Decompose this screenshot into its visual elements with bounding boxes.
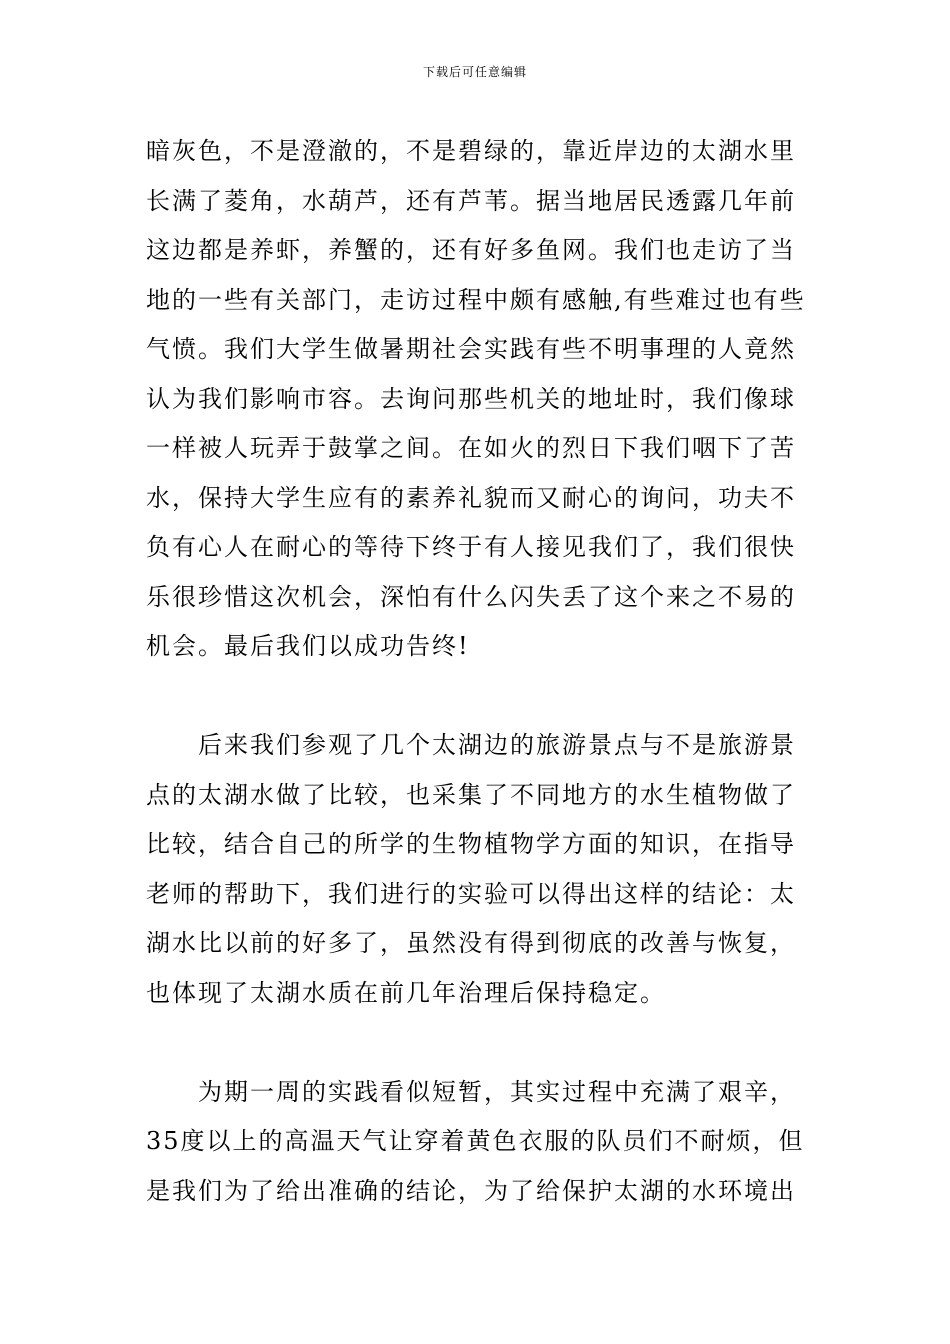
text-line: 湖水比以前的好多了，虽然没有得到彻底的改善与恢复，: [146, 929, 796, 957]
paragraph-1: [146, 127, 808, 672]
text-line: 气愤。我们大学生做暑期社会实践有些不明事理的人竟然: [146, 335, 796, 363]
text-line: 也体现了太湖水质在前几年治理后保持稳定。: [146, 978, 666, 1007]
text-line: 负有心人在耐心的等待下终于有人接见我们了，我们很快: [146, 533, 796, 561]
text-line: 认为我们影响市容。去询问那些机关的地址时，我们像球: [146, 384, 796, 413]
paragraph-3: [146, 1068, 808, 1217]
text-line: 一样被人玩弄于鼓掌之间。在如火的烈日下我们咽下了苦: [146, 434, 796, 462]
text-line: 为期一周的实践看似短暂，其实过程中充满了艰辛，: [146, 1077, 796, 1106]
text-line: 乐很珍惜这次机会，深怕有什么闪失丢了这个来之不易的: [146, 582, 796, 611]
text-line: 35度以上的高温天气让穿着黄色衣服的队员们不耐烦，但: [146, 1127, 805, 1155]
text-line: 比较，结合自己的所学的生物植物学方面的知识，在指导: [146, 830, 796, 858]
text-line: 长满了菱角，水葫芦，还有芦苇。据当地居民透露几年前: [146, 186, 796, 215]
text-line: 老师的帮助下，我们进行的实验可以得出这样的结论：太: [146, 879, 796, 908]
document-body: [146, 127, 808, 1216]
text-line: 暗灰色，不是澄澈的，不是碧绿的，靠近岸边的太湖水里: [146, 137, 796, 165]
paragraph-2: [146, 721, 808, 1018]
paragraph-spacer: [146, 1018, 808, 1068]
text-line: 地的一些有关部门，走访过程中颇有感触,有些难过也有些: [146, 285, 806, 314]
text-line: 水，保持大学生应有的素养礼貌而又耐心的询问，功夫不: [146, 483, 796, 512]
text-line: 点的太湖水做了比较，也采集了不同地方的水生植物做了: [146, 780, 796, 809]
text-line: 机会。最后我们以成功告终!: [146, 632, 470, 660]
text-line: 是我们为了给出准确的结论，为了给保护太湖的水环境出: [146, 1176, 796, 1205]
paragraph-spacer: [146, 672, 808, 722]
page-header: 下载后可任意编辑: [422, 65, 527, 79]
text-line: 这边都是养虾，养蟹的，还有好多鱼网。我们也走访了当: [146, 236, 796, 264]
text-line: 后来我们参观了几个太湖边的旅游景点与不是旅游景: [146, 731, 796, 759]
